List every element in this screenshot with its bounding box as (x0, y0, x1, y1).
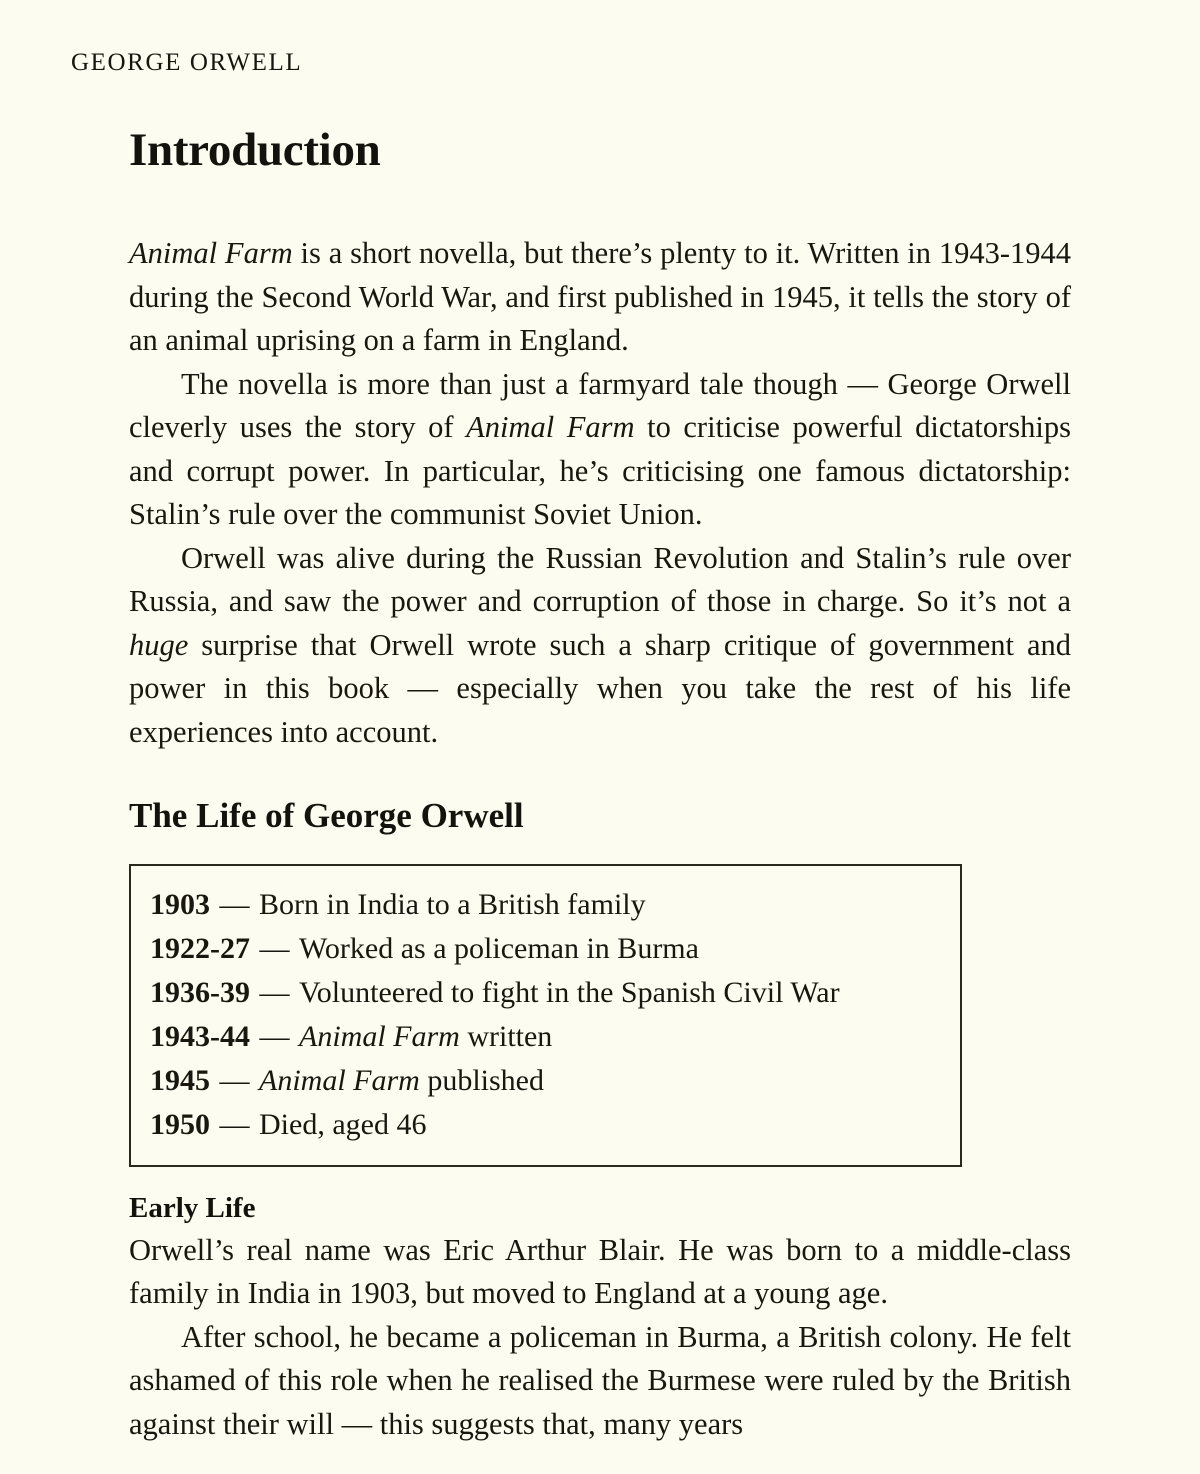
timeline-entry (150, 971, 940, 1015)
text-run: Died, aged 46 (259, 1107, 427, 1141)
italic-run: huge (129, 627, 189, 662)
timeline-year: 1903 (150, 887, 210, 921)
em-dash: — (252, 975, 297, 1009)
timeline-description (259, 1064, 544, 1097)
paragraph (129, 537, 1071, 755)
timeline-entry (150, 1015, 940, 1059)
text-run: Worked as a policeman in Burma (299, 931, 699, 965)
text-run: After school, he became a policeman in Burma, a British colony. He felt ashamed of this role when he realised the Burmese were ruled by the British against their will — this suggests that, many years (129, 1319, 1071, 1441)
em-dash: — (252, 1019, 297, 1053)
paragraph (129, 1229, 1071, 1316)
text-run: surprise that Orwell wrote such a sharp critique of government and power in this book — especially when you take the rest of his life experiences into account. (129, 627, 1071, 749)
timeline-description (299, 932, 699, 965)
orwell-life-timeline-box (129, 864, 962, 1167)
paragraph (129, 232, 1071, 363)
em-dash: — (212, 1107, 257, 1141)
italic-run: Animal Farm (129, 236, 293, 271)
text-run: published (419, 1063, 544, 1097)
paragraph (129, 1316, 1071, 1447)
text-run: to criticise powerful dictatorships and corrupt power. In particular, he’s criticising one famous dictatorship: Stalin’s rule over the communist Soviet Union. (129, 410, 1071, 532)
timeline-entry (150, 1103, 940, 1147)
intro-paragraph-group (129, 232, 1071, 754)
text-run: Orwell was alive during the Russian Revolution and Stalin’s rule over Russia, and saw the power and corruption of those in charge. So it’s not a (129, 540, 1071, 619)
em-dash: — (212, 1063, 257, 1097)
timeline-year: 1922-27 (150, 931, 250, 965)
section-heading-life: The Life of George Orwell (129, 796, 524, 836)
timeline-year: 1943-44 (150, 1019, 250, 1053)
timeline-entry (150, 927, 940, 971)
early-life-paragraph-group (129, 1229, 1071, 1447)
timeline-year: 1936-39 (150, 975, 250, 1009)
timeline-description (299, 976, 840, 1009)
italic-run: Animal Farm (299, 1019, 460, 1053)
running-head-text: GEORGE ORWELL (71, 49, 303, 76)
timeline-year: 1945 (150, 1063, 210, 1097)
paragraph (129, 363, 1071, 537)
timeline-entry (150, 883, 940, 927)
timeline-description (259, 1108, 426, 1141)
timeline-year: 1950 (150, 1107, 210, 1141)
timeline-description (299, 1020, 552, 1053)
subsection-heading-early-life: Early Life (129, 1191, 256, 1224)
timeline-description (259, 888, 646, 921)
text-column (129, 126, 1071, 1446)
page-title: Introduction (129, 124, 381, 176)
em-dash: — (212, 887, 257, 921)
text-run: is a short novella, but there’s plenty to it. Written in 1943-1944 during the Second World War, and first published in 1945, it tells the story of an animal uprising on a farm in England. (129, 236, 1071, 358)
text-run: Volunteered to fight in the Spanish Civil War (299, 975, 840, 1009)
em-dash: — (252, 931, 297, 965)
text-run: Born in India to a British family (259, 887, 646, 921)
italic-run: Animal Farm (259, 1063, 420, 1097)
text-run: written (459, 1019, 553, 1053)
text-run: The novella is more than just a farmyard tale though — George Orwell cleverly uses the story of (129, 366, 1071, 445)
text-run: Orwell’s real name was Eric Arthur Blair. He was born to a middle-class family in India in 1903, but moved to England at a young age. (129, 1232, 1071, 1311)
timeline-entry (150, 1059, 940, 1103)
italic-run: Animal Farm (466, 410, 635, 445)
running-head (71, 50, 302, 75)
